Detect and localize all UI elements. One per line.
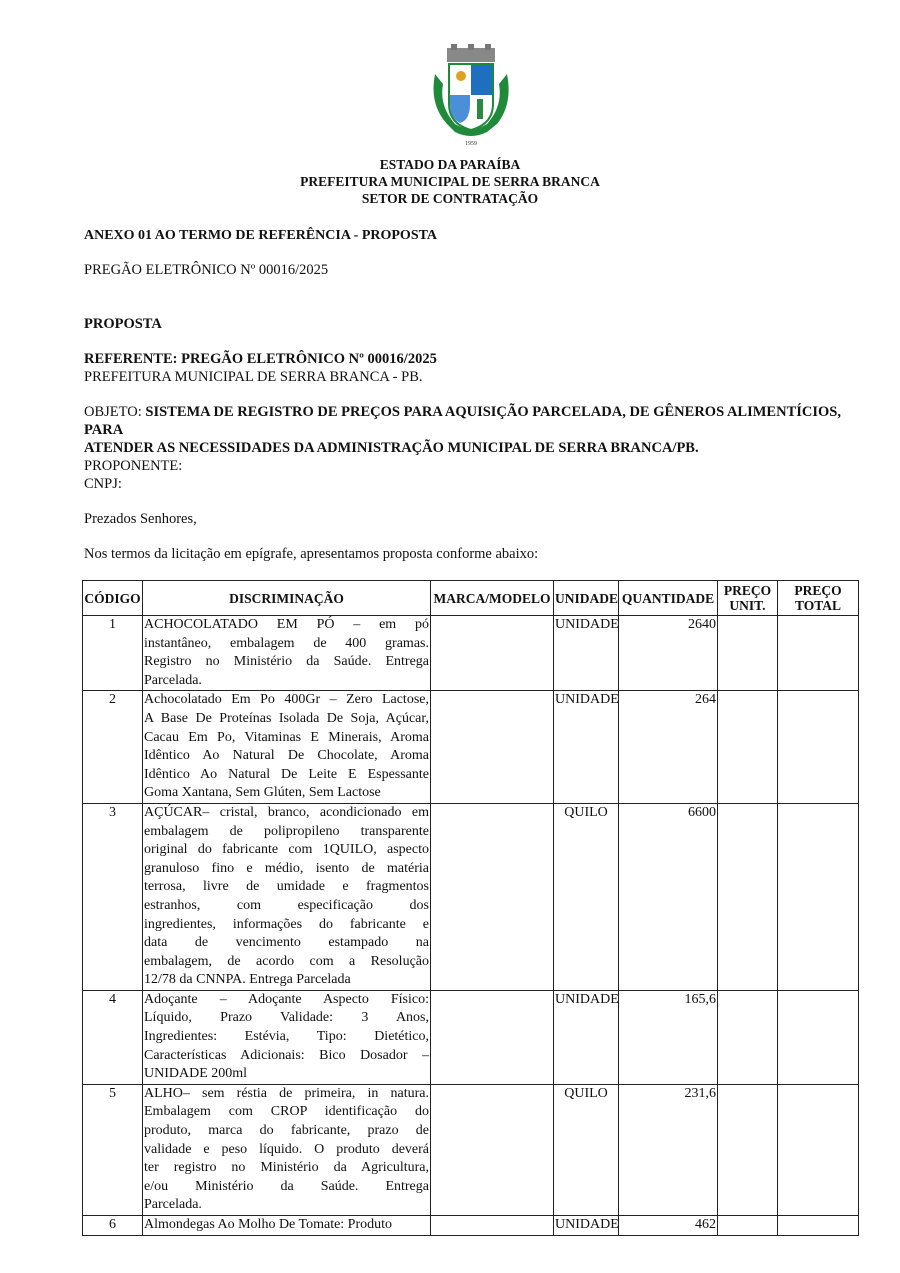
description-line: Registro no Ministério da Saúde. Entrega xyxy=(144,654,429,670)
cell-preco-unit xyxy=(718,1084,778,1215)
cell-preco-unit xyxy=(718,990,778,1084)
objeto-paragraph xyxy=(84,403,864,457)
cell-marca-modelo xyxy=(431,691,554,804)
description-line: validade e peso líquido. O produto deverá xyxy=(144,1141,429,1157)
annex-title: ANEXO 01 AO TERMO DE REFERÊNCIA - PROPOSTA xyxy=(84,228,438,243)
cell-discriminacao xyxy=(143,691,431,804)
cell-quantidade: 462 xyxy=(619,1216,718,1236)
description-line: instantâneo, embalagem de 400 gramas. xyxy=(144,635,429,651)
table-row xyxy=(83,1084,859,1215)
municipal-coat-of-arms-logo xyxy=(425,44,517,148)
description-line: 12/78 da CNNPA. Entrega Parcelada xyxy=(144,972,351,988)
cell-preco-total xyxy=(778,691,859,804)
description-line: Embalagem com CROP identificação do xyxy=(144,1104,429,1120)
cell-discriminacao xyxy=(143,803,431,990)
cell-discriminacao xyxy=(143,616,431,691)
description-line: Parcelada. xyxy=(144,1197,202,1213)
cell-marca-modelo xyxy=(431,1216,554,1236)
cell-codigo: 6 xyxy=(83,1216,143,1236)
cell-discriminacao xyxy=(143,990,431,1084)
cell-preco-unit xyxy=(718,1216,778,1236)
cell-marca-modelo xyxy=(431,1084,554,1215)
cell-codigo: 4 xyxy=(83,990,143,1084)
document-header xyxy=(0,156,900,207)
cell-codigo: 3 xyxy=(83,803,143,990)
description-line: UNIDADE 200ml xyxy=(144,1066,248,1082)
description-line: AÇÚCAR– cristal, branco, acondicionado em xyxy=(144,804,429,820)
intro-text: Nos termos da licitação em epígrafe, apresentamos proposta conforme abaixo: xyxy=(84,546,539,562)
header-preco-total: PREÇO TOTAL xyxy=(778,581,859,616)
cell-codigo: 2 xyxy=(83,691,143,804)
objeto-label: OBJETO: xyxy=(84,404,146,420)
cell-discriminacao xyxy=(143,1084,431,1215)
description-line: Ingredientes: Estévia, Tipo: Dietético, xyxy=(144,1029,429,1045)
header-unidade: UNIDADE xyxy=(554,581,619,616)
cell-unidade: UNIDADE xyxy=(554,1216,619,1236)
cell-unidade: UNIDADE xyxy=(554,616,619,691)
description-line: ter registro no Ministério da Agricultura, xyxy=(144,1160,429,1176)
description-line: ACHOCOLATADO EM PÓ – em pó xyxy=(144,617,429,632)
table-row xyxy=(83,616,859,691)
description-line: granuloso fino e médio, isento de matéria xyxy=(144,860,429,876)
description-line: Goma Xantana, Sem Glúten, Sem Lactose xyxy=(144,785,381,801)
cell-marca-modelo xyxy=(431,616,554,691)
cell-preco-total xyxy=(778,1084,859,1215)
svg-text:1959: 1959 xyxy=(465,141,477,147)
description-line: Idêntico Ao Natural De Chocolate, Aroma xyxy=(144,748,429,764)
cell-unidade: UNIDADE xyxy=(554,691,619,804)
cell-marca-modelo xyxy=(431,803,554,990)
pregao-number: PREGÃO ELETRÔNICO Nº 00016/2025 xyxy=(84,262,329,278)
cell-quantidade: 6600 xyxy=(619,803,718,990)
description-line: e/ou Ministério da Saúde. Entrega xyxy=(144,1178,429,1194)
cell-quantidade: 231,6 xyxy=(619,1084,718,1215)
prefeitura-line: PREFEITURA MUNICIPAL DE SERRA BRANCA - PB. xyxy=(84,369,423,385)
description-line: Características Adicionais: Bico Dosador – xyxy=(144,1047,429,1063)
cell-preco-total xyxy=(778,616,859,691)
cell-quantidade: 2640 xyxy=(619,616,718,691)
header-sector: SETOR DE CONTRATAÇÃO xyxy=(361,191,539,206)
table-row xyxy=(83,990,859,1084)
description-line: embalagem de polipropileno transparente xyxy=(144,823,429,839)
cell-preco-unit xyxy=(718,691,778,804)
objeto-line-2: ATENDER AS NECESSIDADES DA ADMINISTRAÇÃO MUNICIPAL DE SERRA BRANCA/PB. xyxy=(84,440,699,456)
cell-codigo: 5 xyxy=(83,1084,143,1215)
description-line: Idêntico Ao Natural De Leite E Espessante xyxy=(144,766,429,782)
cell-discriminacao xyxy=(143,1216,431,1236)
description-line: original do fabricante com 1QUILO, aspecto xyxy=(144,842,429,858)
cell-quantidade: 165,6 xyxy=(619,990,718,1084)
cell-codigo: 1 xyxy=(83,616,143,691)
description-line: produto, marca do fabricante, prazo de xyxy=(144,1123,429,1139)
header-state: ESTADO DA PARAÍBA xyxy=(379,157,521,172)
cell-marca-modelo xyxy=(431,990,554,1084)
table-header-row xyxy=(83,581,859,616)
cell-preco-unit xyxy=(718,616,778,691)
header-codigo: CÓDIGO xyxy=(83,581,143,616)
cell-unidade: UNIDADE xyxy=(554,990,619,1084)
description-line: A Base De Proteínas Isolada De Soja, Açúcar, xyxy=(144,710,429,726)
description-line: terrosa, livre de umidade e fragmentos xyxy=(144,879,429,895)
description-line: Achocolatado Em Po 400Gr – Zero Lactose, xyxy=(144,692,429,708)
header-marca-modelo: MARCA/MODELO xyxy=(431,581,554,616)
cell-preco-total xyxy=(778,990,859,1084)
description-line: ingredientes, informações do fabricante e xyxy=(144,916,429,932)
description-line: data de vencimento estampado na xyxy=(144,935,429,951)
table-row xyxy=(83,1216,859,1236)
description-line: Líquido, Prazo Validade: 3 Anos, xyxy=(144,1010,429,1026)
description-line: ALHO– sem réstia de primeira, in natura. xyxy=(144,1085,429,1101)
description-line: Parcelada. xyxy=(144,672,202,688)
cell-preco-total xyxy=(778,803,859,990)
proposta-title: PROPOSTA xyxy=(84,316,162,332)
description-line: Adoçante – Adoçante Aspecto Físico: xyxy=(144,991,429,1007)
proponente-label: PROPONENTE: xyxy=(84,458,183,474)
header-discriminacao: DISCRIMINAÇÃO xyxy=(143,581,431,616)
header-prefeitura: PREFEITURA MUNICIPAL DE SERRA BRANCA xyxy=(300,174,600,189)
description-line: Cacau Em Po, Vitaminas E Minerais, Aroma xyxy=(144,729,429,745)
description-line: estranhos, com especificação dos xyxy=(144,897,429,913)
table-row xyxy=(83,803,859,990)
objeto-line-1: SISTEMA DE REGISTRO DE PREÇOS PARA AQUISIÇÃO PARCELADA, DE GÊNEROS ALIMENTÍCIOS, PARA xyxy=(84,404,841,438)
referente-line: REFERENTE: PREGÃO ELETRÔNICO Nº 00016/2025 xyxy=(84,351,437,367)
description-line: embalagem, de acordo com a Resolução xyxy=(144,953,429,969)
cell-unidade: QUILO xyxy=(554,1084,619,1215)
header-preco-unit: PREÇO UNIT. xyxy=(718,581,778,616)
cell-quantidade: 264 xyxy=(619,691,718,804)
cell-unidade: QUILO xyxy=(554,803,619,990)
cell-preco-total xyxy=(778,1216,859,1236)
salutation: Prezados Senhores, xyxy=(84,511,197,527)
header-quantidade: QUANTIDADE xyxy=(619,581,718,616)
description-line: Almondegas Ao Molho De Tomate: Produto xyxy=(144,1217,393,1232)
table-row xyxy=(83,691,859,804)
proposal-table xyxy=(82,580,859,1236)
cnpj-label: CNPJ: xyxy=(84,476,122,492)
cell-preco-unit xyxy=(718,803,778,990)
